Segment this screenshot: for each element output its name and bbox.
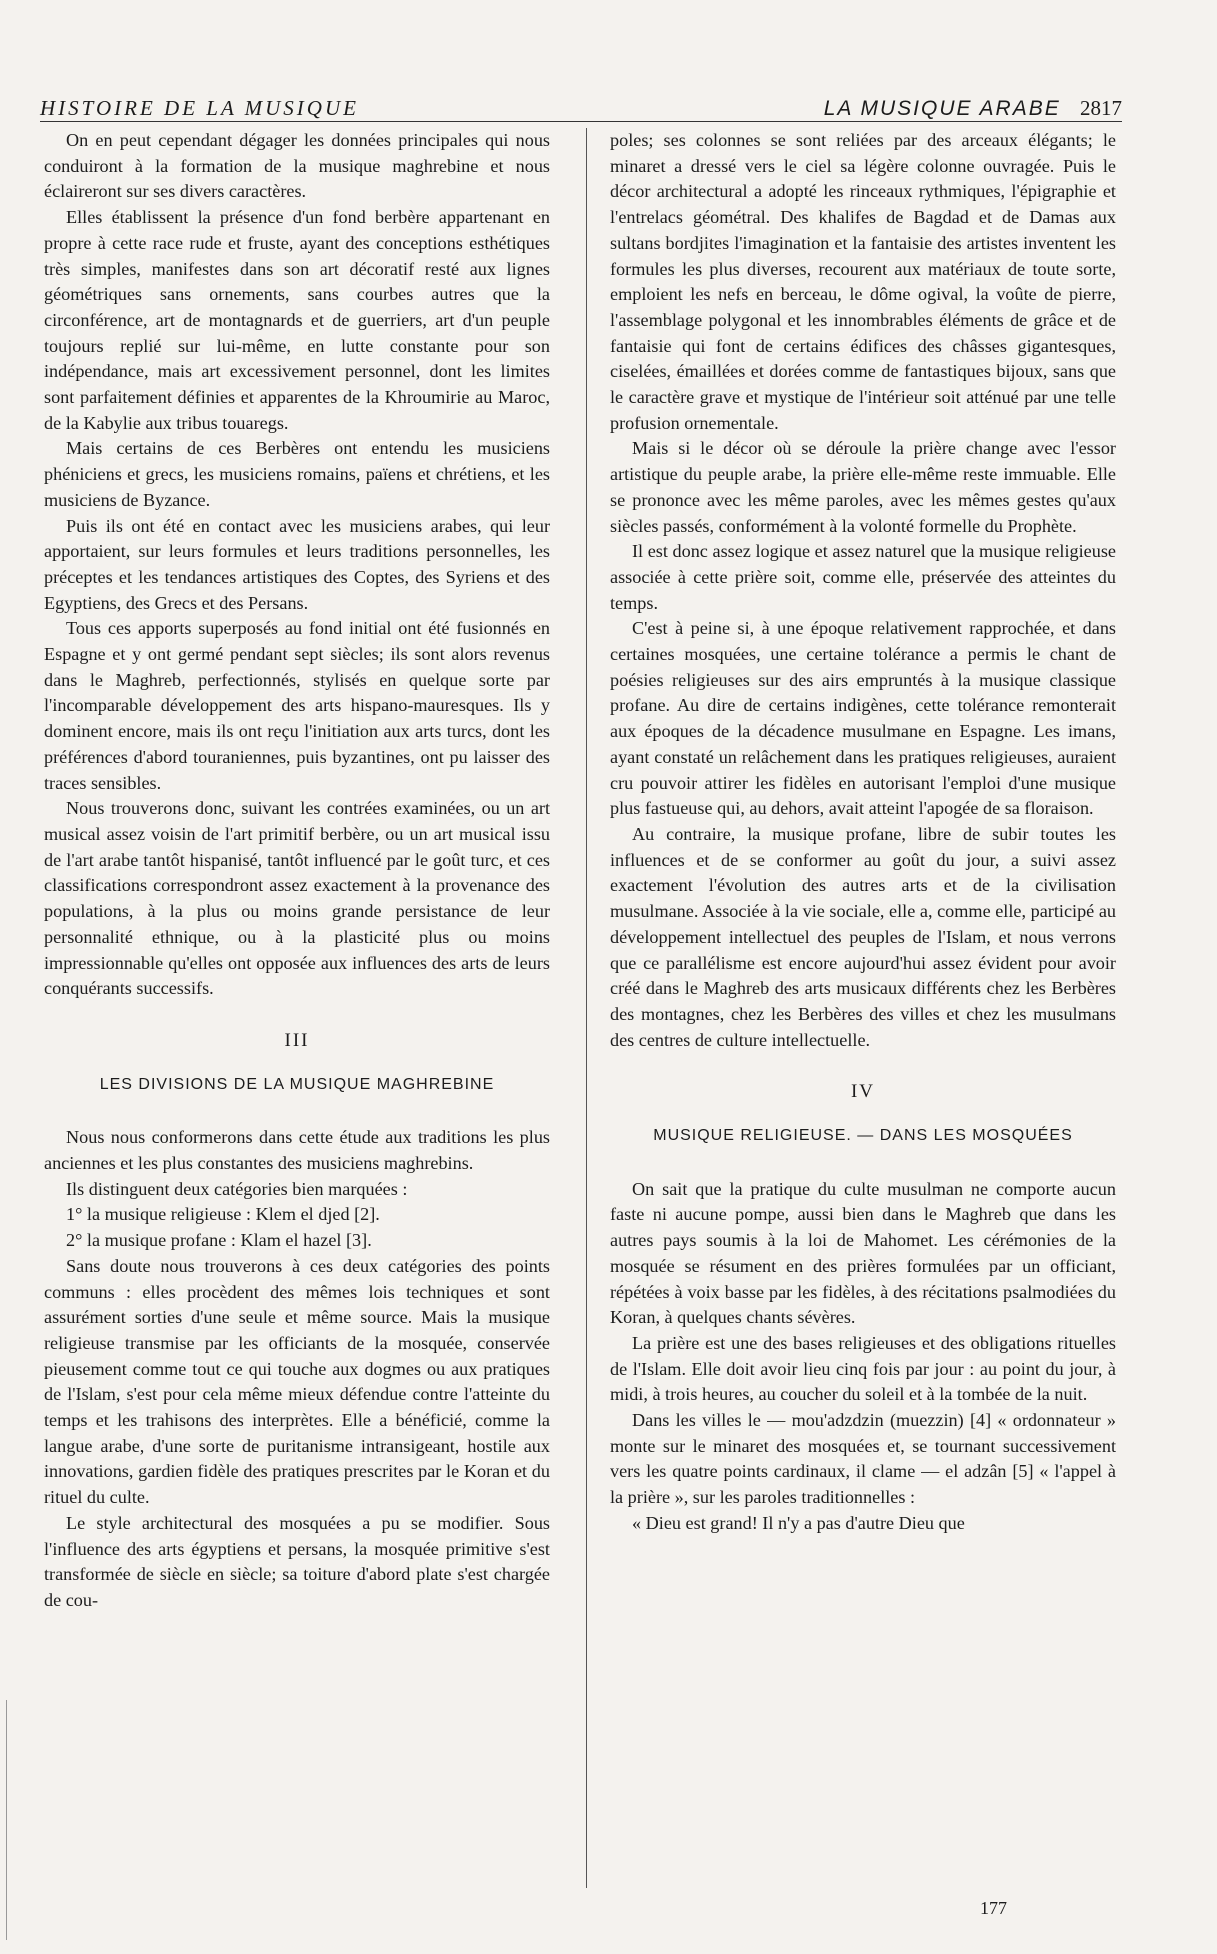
paragraph: Sans doute nous trouverons à ces deux catégories des points communs : elles procèdent des mêmes lois techniques et sont assurément sorties d'une seule et même source. Mais la musique religieuse transmise par les officiants de la mosquée, conservée pieusement comme tout ce qui touche aux dogmes ou aux pratiques de l'Islam, s'est pour cela même mieux défendue contre l'atteinte du temps et les trahisons des interprètes. Elle a bénéficié, comme la langue arabe, d'une sorte de puritanisme intransigeant, hostile aux innovations, gardien fidèle des pratiques prescrites par le Koran et du rituel du culte. <box>44 1255 550 1508</box>
paragraph: C'est à peine si, à une époque relativement rapprochée, et dans certaines mosquées, une certaine tolérance a permis le chant de poésies religieuses sur des airs empruntés à la musique classique profane. Au dire de certains indigènes, cette tolérance remonterait aux époques de la décadence musulmane en Espagne. Les imans, ayant constaté un relâchement dans les pratiques religieuses, auraient cru pouvoir attirer les fidèles en autorisant l'emploi d'une musique plus fastueuse qui, au dehors, avait atteint l'apogée de sa floraison. <box>610 618 1116 819</box>
paragraph: On sait que la pratique du culte musulman ne comporte aucun faste ni aucune pompe, aussi bien dans le Maghreb que dans les autres pays soumis à la loi de Mahomet. Les cérémonies de la mosquée se résument en des prières formulées par un officiant, répétées à voix basse par les fidèles, à des récitations psalmodiées du Koran, à quelques chants sévères. <box>610 1178 1116 1328</box>
running-title-right <box>824 96 1122 121</box>
paragraph: Nous trouverons donc, suivant les contrées examinées, ou un art musical assez voisin de l'art primitif berbère, ou un art musical issu de l'art arabe tantôt hispanisé, tantôt influencé par le goût turc, et ces classifications correspondront assez exactement à la provenance des populations, à la plus ou moins grande persistance de leur personnalité ethnique, ou à la plasticité plus ou moins impressionnable qu'elles ont opposée aux influences des arts de leurs conquérants successifs. <box>44 798 550 999</box>
section-title: LES DIVISIONS DE LA MUSIQUE MAGHREBINE <box>99 1075 495 1093</box>
list-item: 1° la musique religieuse : Klem el djed [2]. <box>66 1204 380 1225</box>
paragraph: Au contraire, la musique profane, libre de subir toutes les influences et de se conformer au goût du jour, a suivi assez exactement l'évolution des autres arts et de la civilisation musulmane. Associée à la vie sociale, elle a, comme elle, participé au développement intellectuel des peuples de l'Islam, et nous verrons que ce parallélisme est encore aujourd'hui assez évident pour avoir créé dans le Maghreb des arts musicaux différents chez les Berbères des montagnes, chez les Berbères des villes et chez les musulmans des centres de culture intellectuelle. <box>610 823 1116 1050</box>
column-divider <box>586 128 587 1888</box>
paragraph: Le style architectural des mosquées a pu se modifier. Sous l'influence des arts égyptiens et persans, la mosquée primitive s'est transformée de siècle en siècle; sa toiture d'abord plate s'est chargée de cou- <box>44 1512 550 1610</box>
folio-number: 177 <box>980 1898 1007 1918</box>
list-item: 2° la musique profane : Klam el hazel [3]. <box>66 1230 372 1251</box>
paragraph: Tous ces apports superposés au fond initial ont été fusionnés en Espagne et y ont germé pendant sept siècles; ils sont alors revenus dans le Maghreb, perfectionnés, stylisés en quelque sorte par l'incomparable développement des arts hispano-mauresques. Ils y dominent encore, mais ils ont reçu l'initiation aux arts turcs, dont les préférences d'abord touraniennes, puis byzantines, ont pu laisser des traces sensibles. <box>44 618 550 793</box>
paragraph: La prière est une des bases religieuses et des obligations rituelles de l'Islam. Elle doit avoir lieu cinq fois par jour : au point du jour, à midi, à trois heures, au coucher du soleil et à la tombée de la nuit. <box>610 1332 1116 1405</box>
paragraph: Nous nous conformerons dans cette étude aux traditions les plus anciennes et les plus constantes des musiciens maghrebins. <box>44 1127 550 1174</box>
page-edge-mark <box>6 1700 7 1940</box>
paragraph: Mais certains de ces Berbères ont entendu les musiciens phéniciens et grecs, les musiciens romains, païens et chrétiens, et les musiciens de Byzance. <box>44 438 550 510</box>
paragraph: Mais si le décor où se déroule la prière change avec l'essor artistique du peuple arabe, la prière elle-même reste immuable. Elle se prononce avec les même paroles, avec les mêmes gestes qu'aux siècles passés, conformément à la volonté formelle du Prophète. <box>610 438 1116 536</box>
paragraph: Il est donc assez logique et assez naturel que la musique religieuse associée à cette prière soit, comme elle, préservée des atteintes du temps. <box>610 541 1116 613</box>
paragraph: Dans les villes le — mou'adzdzin (muezzin) [4] « ordonnateur » monte sur le minaret des mosquées et, se tournant successivement vers les quatre points cardinaux, il clame — el adzân [5] « l'appel à la prière », sur les paroles traditionnelles : <box>610 1410 1116 1508</box>
header-rule <box>40 121 1122 122</box>
paragraph: Ils distinguent deux catégories bien marquées : <box>66 1178 408 1199</box>
section-number: III <box>284 1029 310 1051</box>
paragraph: Puis ils ont été en contact avec les musiciens arabes, qui leur apportaient, sur leurs formules et leurs traditions personnelles, les préceptes et les tendances artistiques des Coptes, des Syriens et des Egyptiens, des Grecs et des Persans. <box>44 515 550 613</box>
paragraph: poles; ses colonnes se sont reliées par des arceaux élégants; le minaret a dressé vers le ciel sa légère colonne ouvragée. Puis le décor architectural a adopté les rinceaux rythmiques, l'épigraphie et l'entrelacs géométral. Des khalifes de Bagdad et de Damas aux sultans bordjites l'imagination et la fantaisie des artistes inventent les formules les plus diverses, recourent aux matériaux de toute sorte, emploient les nefs en berceau, le dôme ogival, la voûte de pierre, l'assemblage polygonal et les innombrables éléments de grâce et de fantaisie qui font de certains édifices des châsses gigantesques, ciselées, émaillées et dorées comme de fantastiques bijoux, sans que le caractère grave et mystique de l'intérieur soit atténué par une telle profusion ornementale. <box>610 130 1116 433</box>
right-column <box>610 128 1116 1537</box>
running-title-left: HISTOIRE DE LA MUSIQUE <box>40 96 359 120</box>
section-title: MUSIQUE RELIGIEUSE. — DANS LES MOSQUÉES <box>653 1127 1073 1145</box>
paragraph: Elles établissent la présence d'un fond berbère appartenant en propre à cette race rude et fruste, ayant des conceptions esthétiques très simples, manifestes dans son art décoratif resté aux lignes géométriques sans ornements, sans courbes autres que la circonférence, art de montagnards et de guerriers, art d'un peuple toujours replié sur lui-même, en lutte constante pour son indépendance, mais art excessivement personnel, dont les limites sont parfaitement définies et apparentes de la Khroumirie au Maroc, de la Kabylie aux tribus touaregs. <box>44 207 550 433</box>
left-column <box>44 128 550 1614</box>
page-number: 2817 <box>1080 96 1122 120</box>
section-number: IV <box>850 1081 876 1103</box>
paragraph: On en peut cependant dégager les données principales qui nous conduiront à la formation de la musique maghrebine et nous éclaireront sur ses divers caractères. <box>44 130 550 202</box>
running-title-right-text: LA MUSIQUE ARABE <box>823 97 1061 120</box>
paragraph: « Dieu est grand! Il n'y a pas d'autre Dieu que <box>632 1512 965 1533</box>
